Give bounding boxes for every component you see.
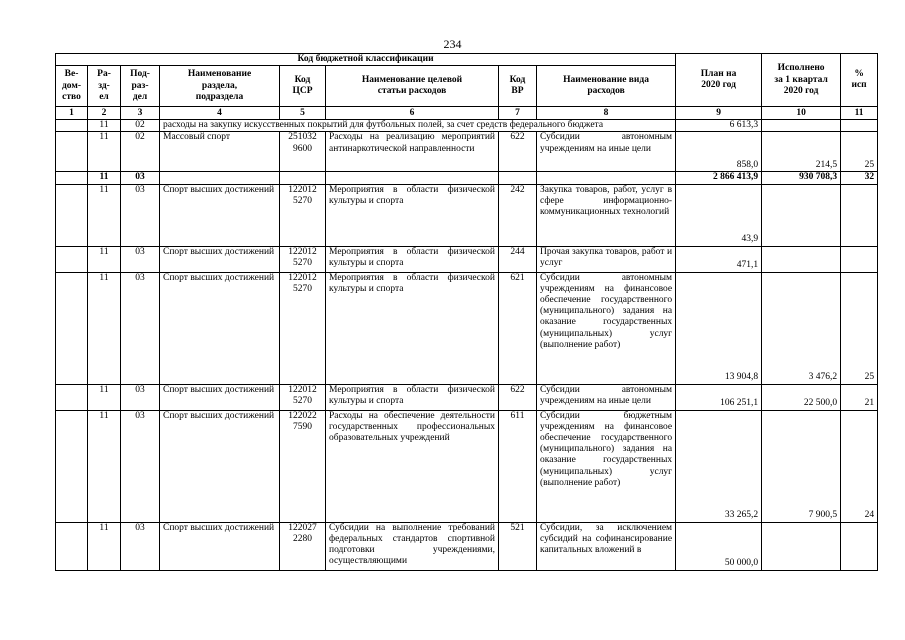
cell-pct [841,246,878,272]
cell-done: 7 900,5 [762,410,841,522]
cell-razdel: 11 [88,410,121,522]
cell-ved [56,120,88,132]
cell-ved [56,522,88,570]
table-row [56,184,878,246]
cell-vr: 622 [499,384,537,410]
header-num-5: 5 [280,107,326,120]
table-row [56,246,878,272]
cell-razdel: 11 [88,246,121,272]
cell-plan: 2 866 413,9 [676,172,762,184]
cell-plan: 50 000,0 [676,522,762,570]
cell-pct: 24 [841,410,878,522]
header-num-11: 11 [841,107,878,120]
cell-vr [499,172,537,184]
cell-podrazdel: 03 [121,272,160,384]
cell-vr: 244 [499,246,537,272]
cell-done [762,522,841,570]
cell-plan: 471,1 [676,246,762,272]
cell-done: 214,5 [762,132,841,172]
cell-plan: 6 613,3 [676,120,762,132]
cell-csr [280,172,326,184]
cell-podrazdel: 03 [121,384,160,410]
cell-podrazdel: 03 [121,172,160,184]
cell-section-name: Спорт высших достижений [160,384,280,410]
cell-csr: 122012 5270 [280,246,326,272]
cell-razdel: 11 [88,522,121,570]
cell-pct: 32 [841,172,878,184]
cell-csr: 122012 5270 [280,272,326,384]
cell-section-name: Спорт высших достижений [160,410,280,522]
table-row [56,522,878,570]
table-row [56,384,878,410]
cell-ved [56,184,88,246]
header-num-6: 6 [326,107,499,120]
cell-podrazdel: 02 [121,132,160,172]
table-row [56,132,878,172]
cell-section-name: Массовый спорт [160,132,280,172]
cell-target-name [326,172,499,184]
header-num-3: 3 [121,107,160,120]
table-row [56,272,878,384]
cell-vr-name: Прочая закупка товаров, работ и услуг [537,246,676,272]
cell-pct: 21 [841,384,878,410]
cell-razdel: 11 [88,384,121,410]
cell-done [762,184,841,246]
cell-vr: 521 [499,522,537,570]
cell-podrazdel: 03 [121,246,160,272]
cell-done: 3 476,2 [762,272,841,384]
header-csr: Код ЦСР [280,66,326,107]
cell-vr-name: Закупка товаров, работ, услуг в сфере информационно-коммуникационных технологий [537,184,676,246]
header-podrazdel: Под- раз- дел [121,66,160,107]
cell-vr-name [537,172,676,184]
header-num-4: 4 [160,107,280,120]
cell-razdel: 11 [88,120,121,132]
cell-done [762,246,841,272]
header-num-8: 8 [537,107,676,120]
cell-ved [56,172,88,184]
cell-vr: 621 [499,272,537,384]
cell-vr-name: Субсидии бюджетным учреждениям на финансовое обеспечение государственного (муниципального) задания на оказание государственных (муниципальных) услуг (выполнение работ) [537,410,676,522]
header-name-target: Наименование целевой статьи расходов [326,66,499,107]
cell-vr: 242 [499,184,537,246]
cell-vr: 622 [499,132,537,172]
cell-section-name: Спорт высших достижений [160,184,280,246]
cell-podrazdel: 03 [121,522,160,570]
cell-vr-name: Субсидии автономным учреждениям на иные цели [537,384,676,410]
header-pct: % исп [841,54,878,107]
table-row [56,120,878,132]
cell-vr-name: Субсидии автономным учреждениям на иные цели [537,132,676,172]
header-group-title: Код бюджетной классификации [56,54,676,66]
cell-razdel: 11 [88,272,121,384]
cell-target-name: Мероприятия в области физической культуры и спорта [326,272,499,384]
cell-done: 22 500,0 [762,384,841,410]
cell-section-name [160,172,280,184]
cell-target-name: Расходы на реализацию мероприятий антинаркотической направленности [326,132,499,172]
cell-section-name: Спорт высших достижений [160,272,280,384]
cell-vr: 611 [499,410,537,522]
header-name-section: Наименование раздела, подраздела [160,66,280,107]
cell-plan: 106 251,1 [676,384,762,410]
header-name-vr: Наименование вида расходов [537,66,676,107]
cell-target-name: расходы на закупку искусственных покрытий для футбольных полей, за счет средств федерального бюджета [160,120,676,132]
cell-section-name: Спорт высших достижений [160,522,280,570]
cell-podrazdel: 03 [121,410,160,522]
table-row-total [56,172,878,184]
header-num-1: 1 [56,107,88,120]
header-num-7: 7 [499,107,537,120]
cell-pct [841,184,878,246]
header-num-2: 2 [88,107,121,120]
cell-podrazdel: 02 [121,120,160,132]
cell-target-name: Мероприятия в области физической культуры и спорта [326,184,499,246]
header-razdel: Ра- зд- ел [88,66,121,107]
cell-target-name: Субсидии на выполнение требований федеральных стандартов спортивной подготовки учреждениями, осуществляющими [326,522,499,570]
cell-done: 930 708,3 [762,172,841,184]
cell-ved [56,132,88,172]
header-vr: Код ВР [499,66,537,107]
cell-razdel: 11 [88,172,121,184]
header-num-10: 10 [762,107,841,120]
cell-ved [56,410,88,522]
cell-csr: 122022 7590 [280,410,326,522]
cell-target-name: Расходы на обеспечение деятельности государственных профессиональных образовательных учреждений [326,410,499,522]
header-vedomstvo: Ве- дом- ство [56,66,88,107]
cell-pct: 25 [841,132,878,172]
cell-ved [56,384,88,410]
cell-vr-name: Субсидии автономным учреждениям на финансовое обеспечение государственного (муниципального) задания на оказание государственных (муниципальных) услуг (выполнение работ) [537,272,676,384]
cell-pct [841,522,878,570]
cell-target-name: Мероприятия в области физической культуры и спорта [326,246,499,272]
header-plan: План на 2020 год [676,54,762,107]
cell-target-name: Мероприятия в области физической культуры и спорта [326,384,499,410]
cell-podrazdel: 03 [121,184,160,246]
cell-pct: 25 [841,272,878,384]
cell-vr-name: Субсидии, за исключением субсидий на софинансирование капитальных вложений в [537,522,676,570]
cell-razdel: 11 [88,132,121,172]
cell-plan: 858,0 [676,132,762,172]
budget-table [55,53,878,571]
cell-csr: 122012 5270 [280,384,326,410]
cell-plan: 13 904,8 [676,272,762,384]
cell-plan: 43,9 [676,184,762,246]
header-num-9: 9 [676,107,762,120]
cell-section-name: Спорт высших достижений [160,246,280,272]
cell-done [762,120,841,132]
header-done: Исполнено за 1 квартал 2020 год [762,54,841,107]
cell-csr: 122027 2280 [280,522,326,570]
cell-ved [56,246,88,272]
cell-razdel: 11 [88,184,121,246]
page-number: 234 [443,37,462,51]
cell-plan: 33 265,2 [676,410,762,522]
cell-ved [56,272,88,384]
cell-csr: 251032 9600 [280,132,326,172]
cell-csr: 122012 5270 [280,184,326,246]
cell-pct [841,120,878,132]
table-row [56,410,878,522]
